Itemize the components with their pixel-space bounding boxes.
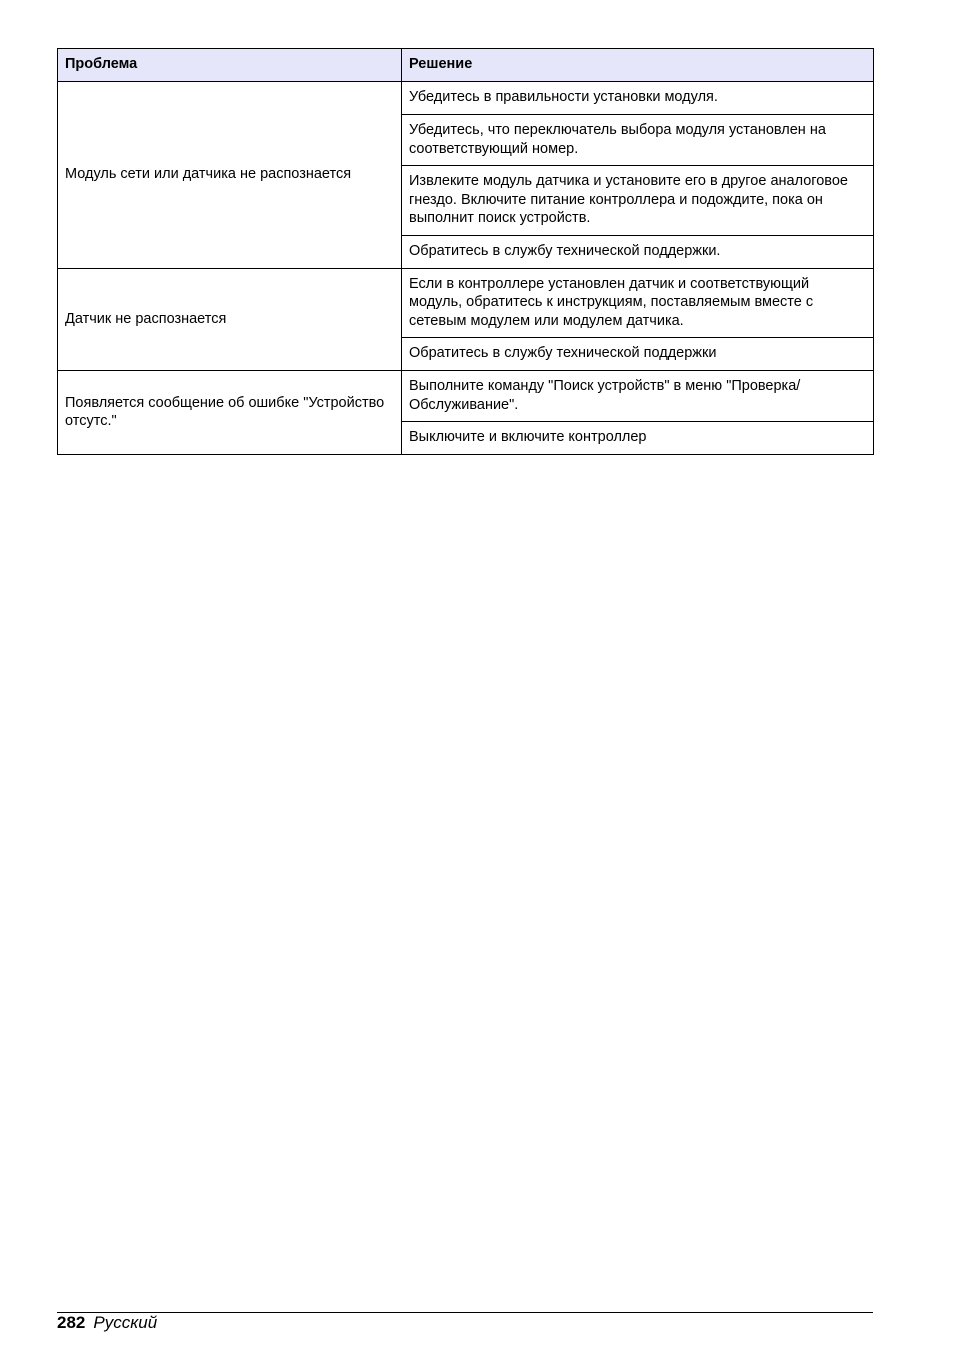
table-row (58, 371, 874, 422)
table-body (58, 82, 874, 455)
page-footer (57, 1313, 157, 1333)
solution-cell: Извлеките модуль датчика и установите его в другое аналоговое гнездо. Включите питание контроллера и подождите, пока он выполнит поиск устройств. (402, 166, 874, 236)
header-solution: Решение (402, 49, 874, 82)
solution-cell: Обратитесь в службу технической поддержки (402, 338, 874, 371)
header-problem: Проблема (58, 49, 402, 82)
solution-cell: Обратитесь в службу технической поддержки. (402, 235, 874, 268)
problem-cell: Модуль сети или датчика не распознается (58, 82, 402, 269)
solution-cell: Убедитесь, что переключатель выбора модуля установлен на соответствующий номер. (402, 115, 874, 166)
table-row (58, 268, 874, 338)
footer-language: Русский (93, 1313, 158, 1332)
page-number: 282 (57, 1313, 86, 1332)
solution-cell: Убедитесь в правильности установки модуля. (402, 82, 874, 115)
problem-cell: Появляется сообщение об ошибке "Устройство отсутс." (58, 371, 402, 455)
solution-cell: Выполните команду "Поиск устройств" в меню "Проверка/Обслуживание". (402, 371, 874, 422)
table-header-row (58, 49, 874, 82)
solution-cell: Выключите и включите контроллер (402, 422, 874, 455)
troubleshooting-table (57, 48, 874, 455)
problem-cell: Датчик не распознается (58, 268, 402, 371)
table-row (58, 82, 874, 115)
footer-divider (57, 1312, 873, 1313)
table-header (58, 49, 874, 82)
solution-cell: Если в контроллере установлен датчик и соответствующий модуль, обратитесь к инструкциям, поставляемым вместе с сетевым модулем или модулем датчика. (402, 268, 874, 338)
